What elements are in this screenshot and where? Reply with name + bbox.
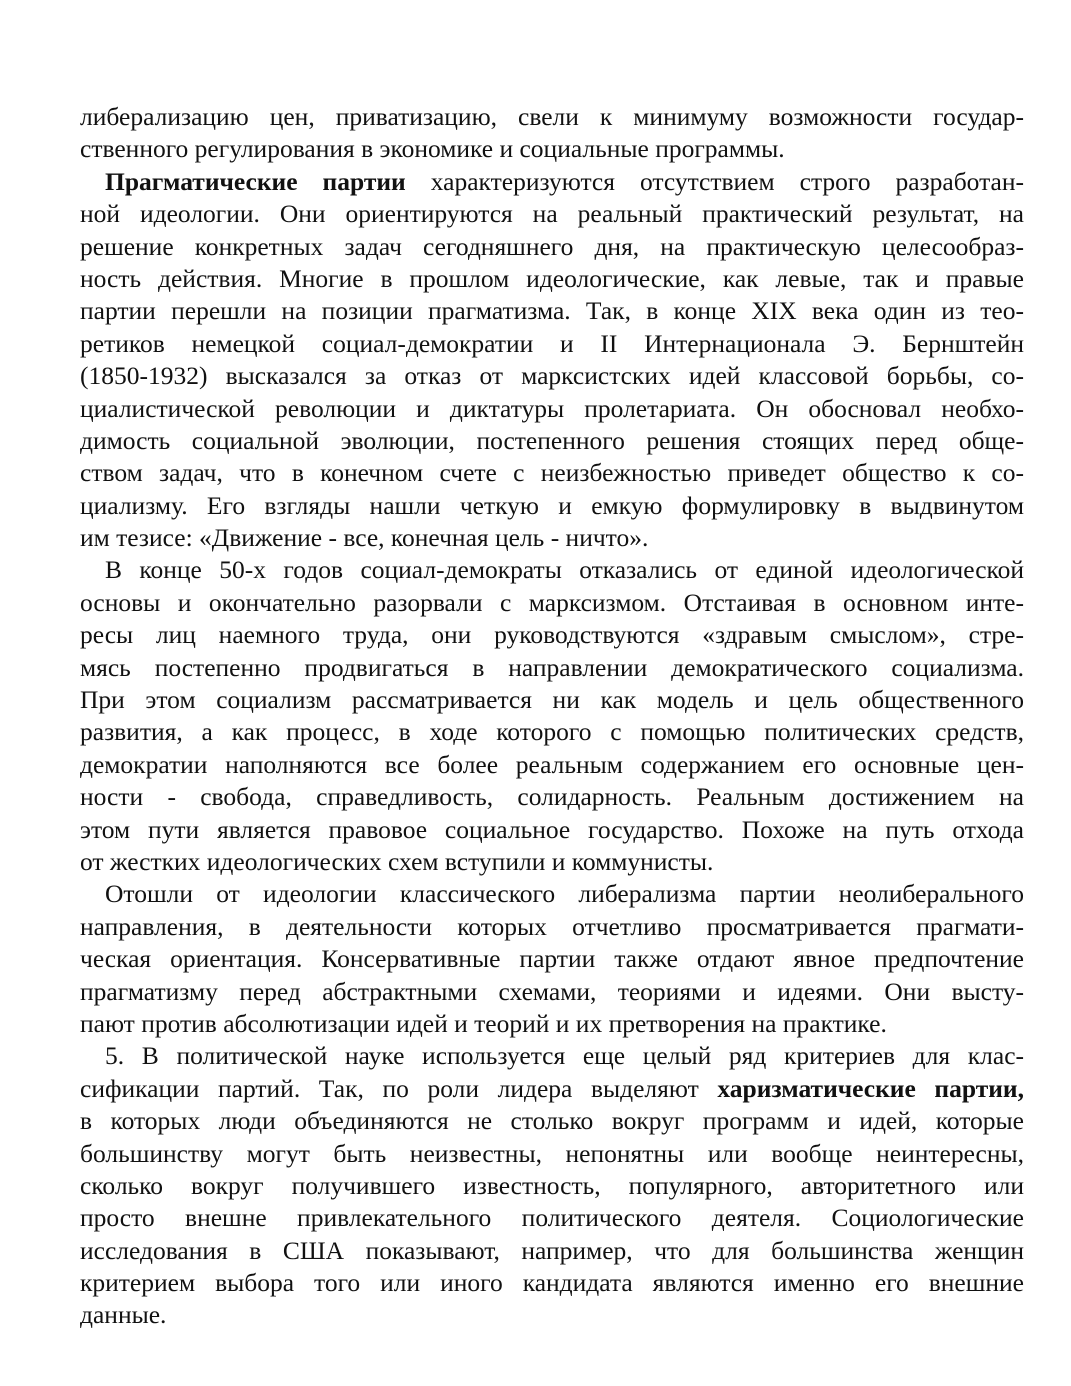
document-page [80,101,1024,1332]
paragraph [80,166,1024,555]
text-segment: ности - свобода, справедливость, солидарность. Реальным достижением на [80,782,1024,812]
text-segment: мясь постепенно продвигаться в направлении демократического социализма. [80,652,1024,682]
text-segment: просто внешне привлекательного политического деятеля. Социологические [80,1203,1024,1233]
text-segment: исследования в США показывают, например, что для большинства женщин [80,1235,1024,1265]
text-segment: 5. В политической науке используется еще целый ряд критериев для клас- [105,1041,1024,1071]
text-line [80,976,1024,1008]
text-line [80,490,1024,522]
text-segment: большинству могут быть неизвестны, непонятны или вообще неинтересны, [80,1138,1024,1168]
text-segment: ственного регулирования в экономике и социальные программы. [80,134,785,164]
text-segment: ресы лиц наемного труда, они руководствуются «здравым смыслом», стре- [80,620,1024,650]
text-line [80,878,1024,910]
text-segment: сколько вокруг получившего известность, популярного, авторитетного или [80,1170,1024,1200]
text-segment: основы и окончательно разорвали с марксизмом. Отстаивая в основном инте- [80,587,1024,617]
text-line [80,457,1024,489]
text-segment: прагматизму перед абстрактными схемами, теориями и идеями. Они высту- [80,976,1024,1006]
text-line [80,749,1024,781]
text-segment: сификации партий. Так, по роли лидера выделяют [80,1073,718,1103]
text-segment: При этом социализм рассматривается ни как модель и цель общественного [80,685,1024,715]
text-line [80,1073,1024,1105]
text-line [80,101,1024,133]
text-line [80,716,1024,748]
text-segment: ством задач, что в конечном счете с неизбежностью приведет общество к со- [80,458,1024,488]
text-line [80,360,1024,392]
text-line [80,1008,1024,1040]
text-segment: Отошли от идеологии классического либерализма партии неолиберального [105,879,1024,909]
text-segment: направления, в деятельности которых отчетливо просматривается прагмати- [80,911,1024,941]
text-segment: ческая ориентация. Консервативные партии также отдают явное предпочтение [80,944,1024,974]
text-line [80,393,1024,425]
text-line [80,1138,1024,1170]
bold-term: Прагматические партии [105,166,406,196]
text-line [80,587,1024,619]
text-segment: (1850-1932) высказался за отказ от марксистских идей классовой борьбы, со- [80,361,1024,391]
text-segment: им тезисе: «Движение - все, конечная цель - ничто». [80,523,649,553]
text-line [80,328,1024,360]
text-line [80,1202,1024,1234]
text-segment: от жестких идеологических схем вступили и коммунисты. [80,846,714,876]
text-line [80,846,1024,878]
text-line [80,1105,1024,1137]
text-line [80,1040,1024,1072]
text-segment: ность действия. Многие в прошлом идеологические, как левые, так и правые [80,263,1024,293]
paragraph [80,554,1024,878]
text-line [80,911,1024,943]
text-segment: критерием выбора того или иного кандидата являются именно его внешние [80,1268,1024,1298]
text-line [80,943,1024,975]
text-segment: решение конкретных задач сегодняшнего дня, на практическую целесообраз- [80,231,1024,261]
text-segment: пают против абсолютизации идей и теорий и их претворения на практике. [80,1008,887,1038]
text-line [80,263,1024,295]
text-segment: циализму. Его взгляды нашли четкую и емкую формулировку в выдвинутом [80,490,1024,520]
paragraph [80,1040,1024,1332]
text-line [80,1267,1024,1299]
text-segment: димость социальной эволюции, постепенного решения стоящих перед обще- [80,425,1024,455]
text-segment: партии перешли на позиции прагматизма. Так, в конце XIX века один из тео- [80,296,1024,326]
text-segment: либерализацию цен, приватизацию, свели к минимуму возможности государ- [80,102,1024,131]
text-line [80,554,1024,586]
text-line [80,198,1024,230]
text-segment: ной идеологии. Они ориентируются на реальный практический результат, на [80,199,1024,229]
text-segment: развития, а как процесс, в ходе которого с помощью политических средств, [80,717,1024,747]
text-segment: этом пути является правовое социальное государство. Похоже на путь отхода [80,814,1024,844]
bold-term: харизматические партии, [717,1073,1024,1103]
text-line [80,133,1024,165]
paragraph [80,101,1024,166]
text-line [80,295,1024,327]
text-line [80,781,1024,813]
text-segment: циалистической революции и диктатуры пролетариата. Он обосновал необхо- [80,393,1024,423]
text-segment: данные. [80,1300,167,1330]
text-line [80,166,1024,198]
text-line [80,1235,1024,1267]
text-segment: в которых люди объединяются не столько вокруг программ и идей, которые [80,1106,1024,1136]
text-line [80,814,1024,846]
text-line [80,652,1024,684]
text-line [80,231,1024,263]
text-segment: В конце 50-х годов социал-демократы отказались от единой идеологической [105,555,1024,585]
text-segment: демократии наполняются все более реальным содержанием его основные цен- [80,749,1024,779]
text-line [80,1170,1024,1202]
text-segment: характеризуются отсутствием строго разработан- [405,166,1024,196]
paragraph [80,878,1024,1040]
text-line [80,619,1024,651]
text-line [80,522,1024,554]
text-line [80,684,1024,716]
text-segment: ретиков немецкой социал-демократии и II Интернационала Э. Бернштейн [80,328,1024,358]
text-line [80,425,1024,457]
text-line [80,1299,1024,1331]
